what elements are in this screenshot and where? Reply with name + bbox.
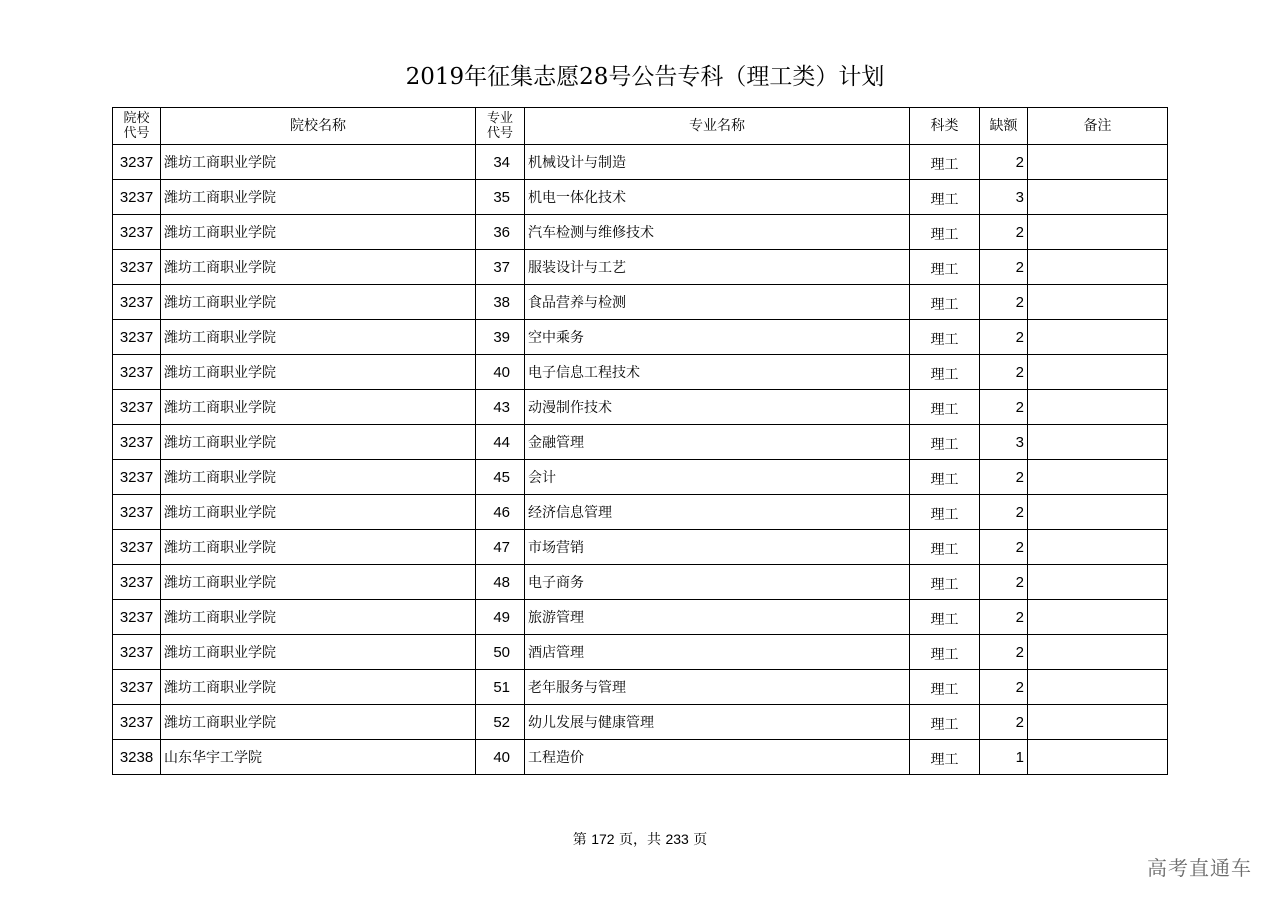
cell-note — [1028, 565, 1168, 600]
header-major-name: 专业名称 — [525, 108, 910, 145]
cell-major-code: 37 — [476, 250, 525, 285]
cell-school-name: 潍坊工商职业学院 — [161, 320, 476, 355]
cell-category: 理工 — [910, 460, 980, 495]
cell-school-name: 潍坊工商职业学院 — [161, 600, 476, 635]
cell-major-name: 会计 — [525, 460, 910, 495]
cell-school-name: 潍坊工商职业学院 — [161, 145, 476, 180]
cell-school-code: 3237 — [113, 530, 161, 565]
cell-school-code: 3237 — [113, 495, 161, 530]
cell-school-name: 潍坊工商职业学院 — [161, 635, 476, 670]
cell-school-code: 3237 — [113, 145, 161, 180]
cell-school-code: 3237 — [113, 250, 161, 285]
admission-plan-table — [112, 107, 1168, 775]
cell-major-code: 49 — [476, 600, 525, 635]
cell-note — [1028, 460, 1168, 495]
cell-quota: 2 — [980, 705, 1028, 740]
table-header-row — [113, 108, 1168, 145]
cell-major-code: 46 — [476, 495, 525, 530]
table-row — [113, 565, 1168, 600]
cell-quota: 2 — [980, 250, 1028, 285]
cell-note — [1028, 285, 1168, 320]
cell-major-name: 酒店管理 — [525, 635, 910, 670]
cell-school-code: 3237 — [113, 320, 161, 355]
cell-major-name: 机械设计与制造 — [525, 145, 910, 180]
cell-category: 理工 — [910, 425, 980, 460]
cell-quota: 1 — [980, 740, 1028, 775]
header-quota: 缺额 — [980, 108, 1028, 145]
cell-note — [1028, 250, 1168, 285]
cell-category: 理工 — [910, 530, 980, 565]
cell-major-name: 电子信息工程技术 — [525, 355, 910, 390]
cell-major-code: 40 — [476, 740, 525, 775]
cell-major-code: 45 — [476, 460, 525, 495]
cell-category: 理工 — [910, 320, 980, 355]
current-page-number: 172 — [591, 831, 615, 847]
cell-category: 理工 — [910, 740, 980, 775]
cell-category: 理工 — [910, 670, 980, 705]
cell-note — [1028, 180, 1168, 215]
table-row — [113, 740, 1168, 775]
cell-major-name: 经济信息管理 — [525, 495, 910, 530]
table-body — [113, 145, 1168, 775]
cell-school-name: 潍坊工商职业学院 — [161, 705, 476, 740]
cell-category: 理工 — [910, 495, 980, 530]
header-note: 备注 — [1028, 108, 1168, 145]
table-row — [113, 425, 1168, 460]
cell-major-name: 电子商务 — [525, 565, 910, 600]
table-row — [113, 635, 1168, 670]
cell-note — [1028, 670, 1168, 705]
table-row — [113, 180, 1168, 215]
table-row — [113, 530, 1168, 565]
cell-major-code: 39 — [476, 320, 525, 355]
cell-school-code: 3237 — [113, 460, 161, 495]
cell-major-name: 金融管理 — [525, 425, 910, 460]
cell-quota: 2 — [980, 600, 1028, 635]
table-row — [113, 320, 1168, 355]
cell-quota: 2 — [980, 670, 1028, 705]
table-row — [113, 250, 1168, 285]
cell-major-name: 老年服务与管理 — [525, 670, 910, 705]
cell-major-code: 44 — [476, 425, 525, 460]
cell-school-name: 潍坊工商职业学院 — [161, 285, 476, 320]
cell-major-name: 汽车检测与维修技术 — [525, 215, 910, 250]
cell-quota: 2 — [980, 530, 1028, 565]
page-footer: 第 172 页，共 233 页 — [572, 831, 708, 848]
cell-major-name: 幼儿发展与健康管理 — [525, 705, 910, 740]
cell-note — [1028, 215, 1168, 250]
cell-school-name: 潍坊工商职业学院 — [161, 425, 476, 460]
cell-school-name: 潍坊工商职业学院 — [161, 495, 476, 530]
cell-category: 理工 — [910, 355, 980, 390]
cell-school-code: 3237 — [113, 600, 161, 635]
total-page-number: 233 — [665, 831, 689, 847]
cell-school-code: 3238 — [113, 740, 161, 775]
cell-school-name: 潍坊工商职业学院 — [161, 215, 476, 250]
cell-quota: 2 — [980, 285, 1028, 320]
cell-school-code: 3237 — [113, 180, 161, 215]
cell-note — [1028, 425, 1168, 460]
cell-note — [1028, 390, 1168, 425]
header-category: 科类 — [910, 108, 980, 145]
table-row — [113, 705, 1168, 740]
cell-school-name: 山东华宇工学院 — [161, 740, 476, 775]
cell-major-code: 50 — [476, 635, 525, 670]
cell-note — [1028, 495, 1168, 530]
cell-school-code: 3237 — [113, 215, 161, 250]
cell-note — [1028, 600, 1168, 635]
cell-category: 理工 — [910, 215, 980, 250]
cell-category: 理工 — [910, 145, 980, 180]
cell-category: 理工 — [910, 250, 980, 285]
cell-school-name: 潍坊工商职业学院 — [161, 565, 476, 600]
cell-school-code: 3237 — [113, 390, 161, 425]
cell-major-name: 动漫制作技术 — [525, 390, 910, 425]
cell-quota: 3 — [980, 425, 1028, 460]
cell-quota: 2 — [980, 390, 1028, 425]
cell-major-name: 机电一体化技术 — [525, 180, 910, 215]
cell-major-code: 34 — [476, 145, 525, 180]
cell-note — [1028, 320, 1168, 355]
table-row — [113, 495, 1168, 530]
table-row — [113, 285, 1168, 320]
cell-school-code: 3237 — [113, 635, 161, 670]
table-row — [113, 460, 1168, 495]
table-row — [113, 670, 1168, 705]
cell-major-code: 51 — [476, 670, 525, 705]
cell-major-code: 36 — [476, 215, 525, 250]
table-row — [113, 600, 1168, 635]
cell-major-code: 35 — [476, 180, 525, 215]
cell-school-name: 潍坊工商职业学院 — [161, 670, 476, 705]
cell-quota: 2 — [980, 635, 1028, 670]
cell-quota: 3 — [980, 180, 1028, 215]
watermark-text: 高考直通车 — [1147, 856, 1252, 880]
cell-school-name: 潍坊工商职业学院 — [161, 460, 476, 495]
cell-quota: 2 — [980, 145, 1028, 180]
cell-major-name: 服装设计与工艺 — [525, 250, 910, 285]
cell-quota: 2 — [980, 565, 1028, 600]
cell-school-name: 潍坊工商职业学院 — [161, 390, 476, 425]
header-major-code: 专业 代号 — [476, 108, 525, 145]
cell-category: 理工 — [910, 635, 980, 670]
cell-note — [1028, 355, 1168, 390]
cell-note — [1028, 530, 1168, 565]
cell-category: 理工 — [910, 600, 980, 635]
cell-note — [1028, 635, 1168, 670]
cell-school-code: 3237 — [113, 425, 161, 460]
cell-note — [1028, 705, 1168, 740]
table-row — [113, 390, 1168, 425]
cell-category: 理工 — [910, 180, 980, 215]
cell-quota: 2 — [980, 460, 1028, 495]
cell-quota: 2 — [980, 320, 1028, 355]
header-school-code: 院校 代号 — [113, 108, 161, 145]
cell-major-name: 工程造价 — [525, 740, 910, 775]
cell-school-code: 3237 — [113, 285, 161, 320]
cell-note — [1028, 145, 1168, 180]
page-title: 2019年征集志愿28号公告专科（理工类）计划 — [405, 64, 885, 90]
cell-school-code: 3237 — [113, 565, 161, 600]
cell-major-name: 旅游管理 — [525, 600, 910, 635]
cell-quota: 2 — [980, 355, 1028, 390]
cell-major-name: 空中乘务 — [525, 320, 910, 355]
cell-school-code: 3237 — [113, 705, 161, 740]
cell-school-code: 3237 — [113, 355, 161, 390]
cell-major-code: 52 — [476, 705, 525, 740]
cell-major-name: 市场营销 — [525, 530, 910, 565]
cell-school-name: 潍坊工商职业学院 — [161, 180, 476, 215]
cell-school-name: 潍坊工商职业学院 — [161, 355, 476, 390]
cell-school-name: 潍坊工商职业学院 — [161, 250, 476, 285]
cell-category: 理工 — [910, 705, 980, 740]
cell-school-name: 潍坊工商职业学院 — [161, 530, 476, 565]
table-row — [113, 215, 1168, 250]
cell-category: 理工 — [910, 390, 980, 425]
table-row — [113, 145, 1168, 180]
cell-note — [1028, 740, 1168, 775]
cell-category: 理工 — [910, 285, 980, 320]
cell-major-code: 40 — [476, 355, 525, 390]
cell-category: 理工 — [910, 565, 980, 600]
cell-quota: 2 — [980, 495, 1028, 530]
cell-major-name: 食品营养与检测 — [525, 285, 910, 320]
cell-school-code: 3237 — [113, 670, 161, 705]
table-row — [113, 355, 1168, 390]
cell-major-code: 48 — [476, 565, 525, 600]
header-school-name: 院校名称 — [161, 108, 476, 145]
cell-major-code: 47 — [476, 530, 525, 565]
cell-major-code: 43 — [476, 390, 525, 425]
cell-major-code: 38 — [476, 285, 525, 320]
cell-quota: 2 — [980, 215, 1028, 250]
